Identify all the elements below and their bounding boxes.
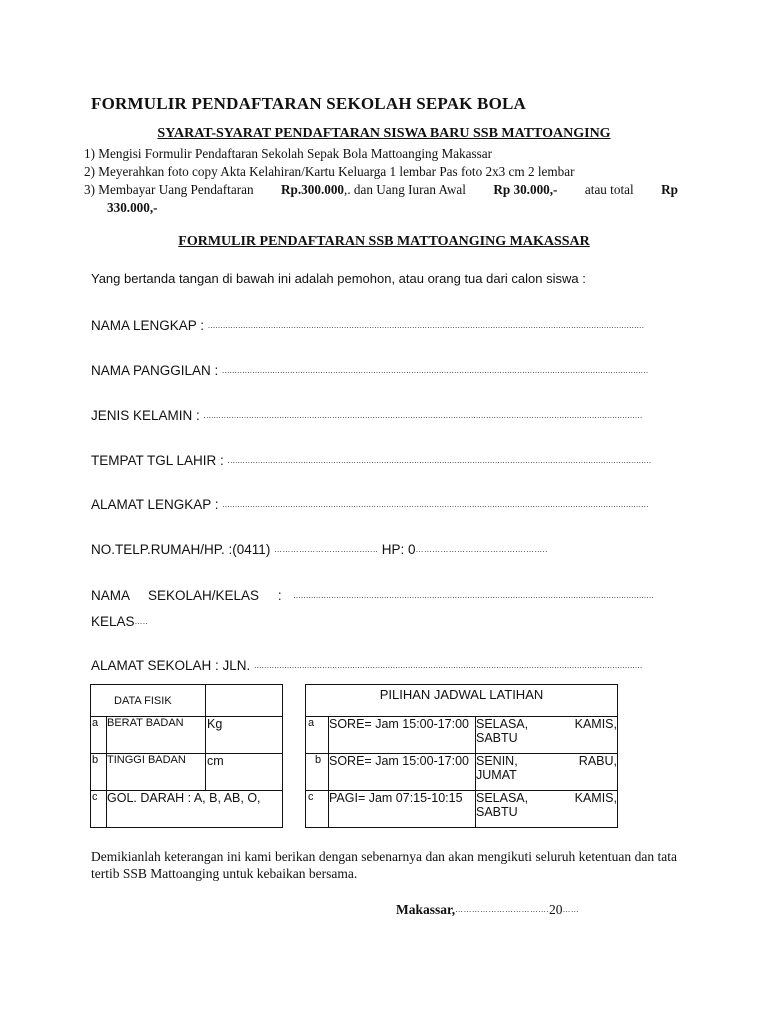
field-tempat-tgl-lahir[interactable]: [91, 453, 651, 468]
row-unit[interactable]: Kg: [206, 717, 283, 754]
field-kelas[interactable]: [91, 614, 148, 629]
label-nama-lengkap: NAMA LENGKAP :: [91, 318, 205, 333]
document-title: FORMULIR PENDAFTARAN SEKOLAH SEPAK BOLA: [91, 94, 527, 113]
total-fee: [107, 200, 158, 216]
label-alamat-lengkap: ALAMAT LENGKAP :: [91, 497, 219, 512]
fill-line: .........................................................................................................................................................................: [222, 500, 649, 509]
jadwal-table: [305, 684, 618, 828]
label-nama-sekolah: NAMA SEKOLAH/KELAS :: [91, 588, 282, 603]
day-2: KAMIS,: [574, 717, 617, 731]
field-nama-panggilan[interactable]: [91, 363, 648, 378]
row-label: TINGGI BADAN: [107, 754, 206, 791]
day-1: SELASA,: [476, 791, 529, 805]
label-nama-panggilan: NAMA PANGGILAN :: [91, 363, 219, 378]
fill-line: ..........................................................................................................................................................: [254, 661, 643, 670]
label-hp: HP: 0: [381, 542, 416, 557]
intro-text: Yang bertanda tangan di bawah ini adalah pemohon, atau orang tua dari calon siswa :: [91, 271, 586, 286]
total-fee-amount: 330.000,-: [107, 200, 158, 215]
row-index: b: [91, 754, 107, 791]
table-row: [91, 791, 283, 828]
label-tempat-tgl-lahir: TEMPAT TGL LAHIR :: [91, 453, 224, 468]
field-nama-lengkap[interactable]: [91, 318, 644, 333]
label-telp: NO.TELP.RUMAH/HP. :(0411): [91, 542, 271, 557]
initial-dues: Rp 30.000,-: [493, 182, 558, 197]
requirement-3-text-a: 3) Membayar Uang Pendaftaran: [84, 182, 254, 197]
row-unit[interactable]: cm: [206, 754, 283, 791]
data-fisik-heading-blank: [206, 685, 283, 717]
requirement-3: [84, 182, 678, 198]
row-days: [476, 717, 618, 754]
row-index: c: [91, 791, 107, 828]
day-1: SELASA,: [476, 717, 529, 731]
day-1: SENIN,: [476, 754, 518, 768]
fill-line: ...............................................................................................................................................: [293, 591, 655, 600]
fill-line: ……………………….…..…..: [274, 545, 378, 554]
field-telp[interactable]: [91, 542, 548, 557]
row-label: BERAT BADAN: [107, 717, 206, 754]
table-row[interactable]: [306, 717, 618, 754]
fill-line: .........................................................................................................................................................................: [222, 366, 649, 375]
requirement-3-text-c: ,. dan Uang Iuran Awal: [344, 182, 466, 197]
field-alamat-sekolah[interactable]: [91, 658, 643, 673]
label-jenis-kelamin: JENIS KELAMIN :: [91, 408, 200, 423]
requirement-1: 1) Mengisi Formulir Pendaftaran Sekolah Sepak Bola Mattoanging Makassar: [84, 146, 493, 161]
row-time: PAGI= Jam 07:15-10:15: [329, 791, 476, 828]
requirements-heading: SYARAT-SYARAT PENDAFTARAN SISWA BARU SSB MATTOANGING: [157, 126, 611, 141]
requirement-3-text-e: atau total: [584, 182, 634, 197]
signature-trail: ……: [562, 905, 580, 914]
label-alamat-sekolah: ALAMAT SEKOLAH : JLN.: [91, 658, 251, 673]
closing-statement: Demikianlah keterangan ini kami berikan dengan sebenarnya dan akan mengikuti seluruh ketentuan dan tata tertib SSB Mattoanging untuk kebaikan bersama.: [91, 849, 677, 881]
fill-line: …………………………….: [455, 905, 549, 914]
signature-line[interactable]: [396, 902, 579, 918]
table-row: [91, 754, 283, 791]
data-fisik-heading: DATA FISIK: [91, 685, 206, 717]
field-jenis-kelamin[interactable]: [91, 408, 643, 423]
row-index: b: [306, 754, 329, 791]
fill-line: ..............................................................................................................................................................................: [203, 411, 643, 420]
registration-fee: Rp.300.000: [281, 182, 345, 197]
total-fee-prefix: Rp: [661, 182, 678, 197]
jadwal-heading: PILIHAN JADWAL LATIHAN: [306, 685, 618, 717]
row-label[interactable]: GOL. DARAH : A, B, AB, O,: [107, 791, 283, 828]
fill-line: ........................................................................................................................................................................: [227, 456, 652, 465]
day-2: RABU,: [578, 754, 617, 768]
table-row[interactable]: [306, 754, 618, 791]
form-heading: FORMULIR PENDAFTARAN SSB MATTOANGING MAKASSAR: [178, 234, 590, 249]
data-fisik-table: [90, 684, 283, 828]
field-nama-sekolah[interactable]: [91, 588, 654, 603]
fill-line: .............................................................................................................................................................................: [207, 321, 645, 330]
row-index: a: [306, 717, 329, 754]
row-index: c: [306, 791, 329, 828]
signature-year: 20: [548, 902, 563, 917]
row-days: [476, 791, 618, 828]
row-time: SORE= Jam 15:00-17:00: [329, 717, 476, 754]
day-3: SABTU: [476, 731, 518, 745]
signature-city: Makassar,: [396, 902, 456, 917]
day-2: KAMIS,: [574, 791, 617, 805]
field-alamat-lengkap[interactable]: [91, 497, 649, 512]
fill-line: …..: [134, 617, 148, 626]
day-3: SABTU: [476, 805, 518, 819]
day-3: JUMAT: [476, 768, 517, 782]
requirement-2: 2) Meyerahkan foto copy Akta Kelahiran/Kartu Keluarga 1 lembar Pas foto 2x3 cm 2 lembar: [84, 164, 575, 179]
row-time: SORE= Jam 15:00-17:00: [329, 754, 476, 791]
label-kelas: KELAS: [91, 614, 135, 629]
table-row: [91, 717, 283, 754]
fill-line: ………………………………….……..: [415, 545, 548, 554]
row-index: a: [91, 717, 107, 754]
row-days: [476, 754, 618, 791]
table-row[interactable]: [306, 791, 618, 828]
